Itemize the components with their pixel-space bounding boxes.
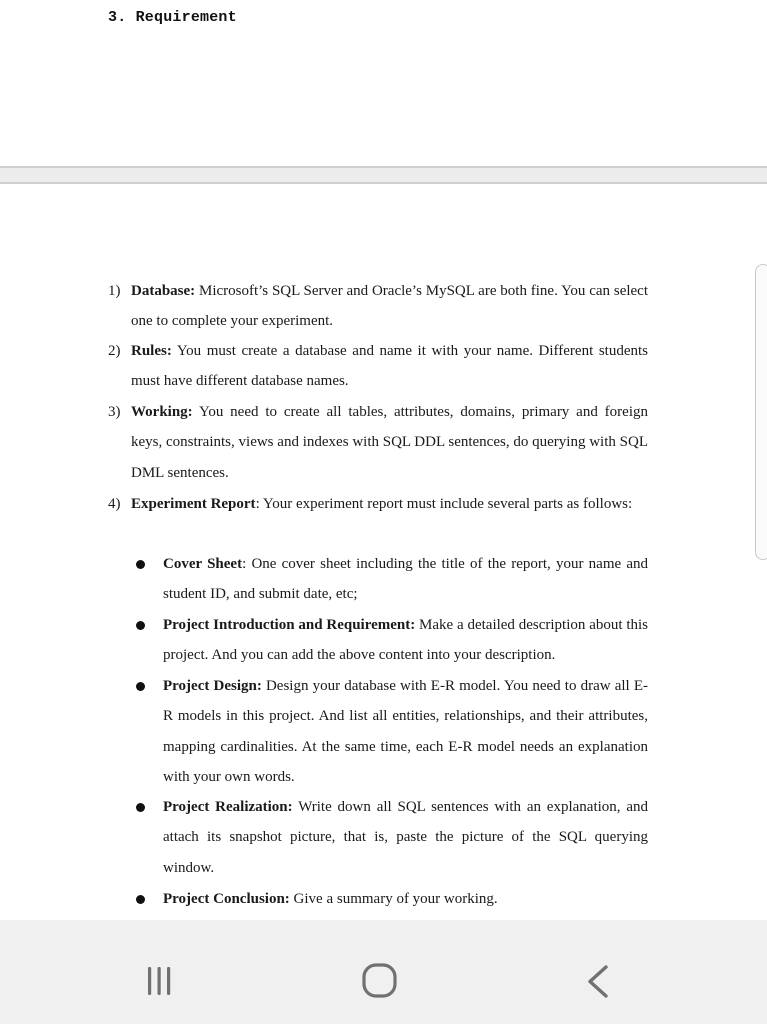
list-item-rules bbox=[108, 336, 648, 397]
bullet-text: : One cover sheet including the title of the report, your name and student ID, and submit date, etc; bbox=[163, 556, 649, 603]
page-separator bbox=[0, 166, 767, 184]
item-label: Working: bbox=[131, 404, 193, 420]
bullet-label: Project Conclusion: bbox=[163, 891, 290, 907]
recents-icon bbox=[134, 956, 194, 1006]
bullet-dot bbox=[136, 895, 145, 904]
bullet-text: Give a summary of your working. bbox=[289, 891, 498, 907]
item-number: 4) bbox=[108, 496, 121, 512]
bullet-text: Make a detailed description about this project. And you can add the above content into your description. bbox=[163, 617, 648, 664]
list-item-database bbox=[108, 276, 648, 337]
scrollbar-handle[interactable] bbox=[755, 264, 767, 560]
document-page-top bbox=[0, 0, 767, 168]
bullet-project-design bbox=[136, 671, 648, 793]
bullet-label: Project Realization: bbox=[163, 799, 293, 815]
recents-button[interactable] bbox=[134, 956, 194, 1006]
bullet-project-introduction bbox=[136, 610, 648, 671]
bullet-label: Project Design: bbox=[163, 678, 262, 694]
system-navigation-bar bbox=[0, 920, 767, 1024]
bullet-cover-sheet bbox=[136, 549, 648, 610]
bullet-dot bbox=[136, 803, 145, 812]
item-text: : Your experiment report must include several parts as follows: bbox=[255, 496, 633, 512]
item-text: Microsoft’s SQL Server and Oracle’s MySQL are both fine. You can select one to complete your experiment. bbox=[131, 283, 648, 330]
item-number: 2) bbox=[108, 343, 121, 359]
bullet-dot bbox=[136, 560, 145, 569]
bullet-project-conclusion bbox=[136, 884, 648, 914]
back-button[interactable] bbox=[568, 956, 628, 1006]
list-item-experiment-report bbox=[108, 489, 648, 519]
section-heading: 3. Requirement bbox=[108, 9, 237, 26]
document-page-body bbox=[0, 184, 767, 920]
bullet-label: Project Introduction and Requirement: bbox=[163, 617, 416, 633]
list-item-working bbox=[108, 397, 648, 488]
home-icon bbox=[350, 956, 410, 1006]
item-number: 3) bbox=[108, 404, 121, 420]
item-text: You must create a database and name it with your name. Different students must have different database names. bbox=[131, 343, 648, 390]
bullet-dot bbox=[136, 621, 145, 630]
bullet-dot bbox=[136, 682, 145, 691]
back-icon bbox=[568, 956, 628, 1006]
bullet-label: Cover Sheet bbox=[163, 556, 243, 572]
item-label: Rules: bbox=[131, 343, 172, 359]
item-label: Database: bbox=[131, 283, 196, 299]
bullet-text: Write down all SQL sentences with an explanation, and attach its snapshot picture, that is, paste the picture of the SQL querying window. bbox=[163, 799, 649, 876]
bullet-text: Design your database with E-R model. You need to draw all E-R models in this project. And list all entities, relationships, and their attributes, mapping cardinalities. At the same time, each E-R model needs an explanation with your own words. bbox=[163, 678, 649, 786]
item-label: Experiment Report bbox=[131, 496, 256, 512]
home-button[interactable] bbox=[350, 956, 410, 1006]
item-text: You need to create all tables, attributes, domains, primary and foreign keys, constraints, views and indexes with SQL DDL sentences, do querying with SQL DML sentences. bbox=[131, 404, 648, 481]
bullet-project-realization bbox=[136, 792, 648, 883]
item-number: 1) bbox=[108, 283, 121, 299]
